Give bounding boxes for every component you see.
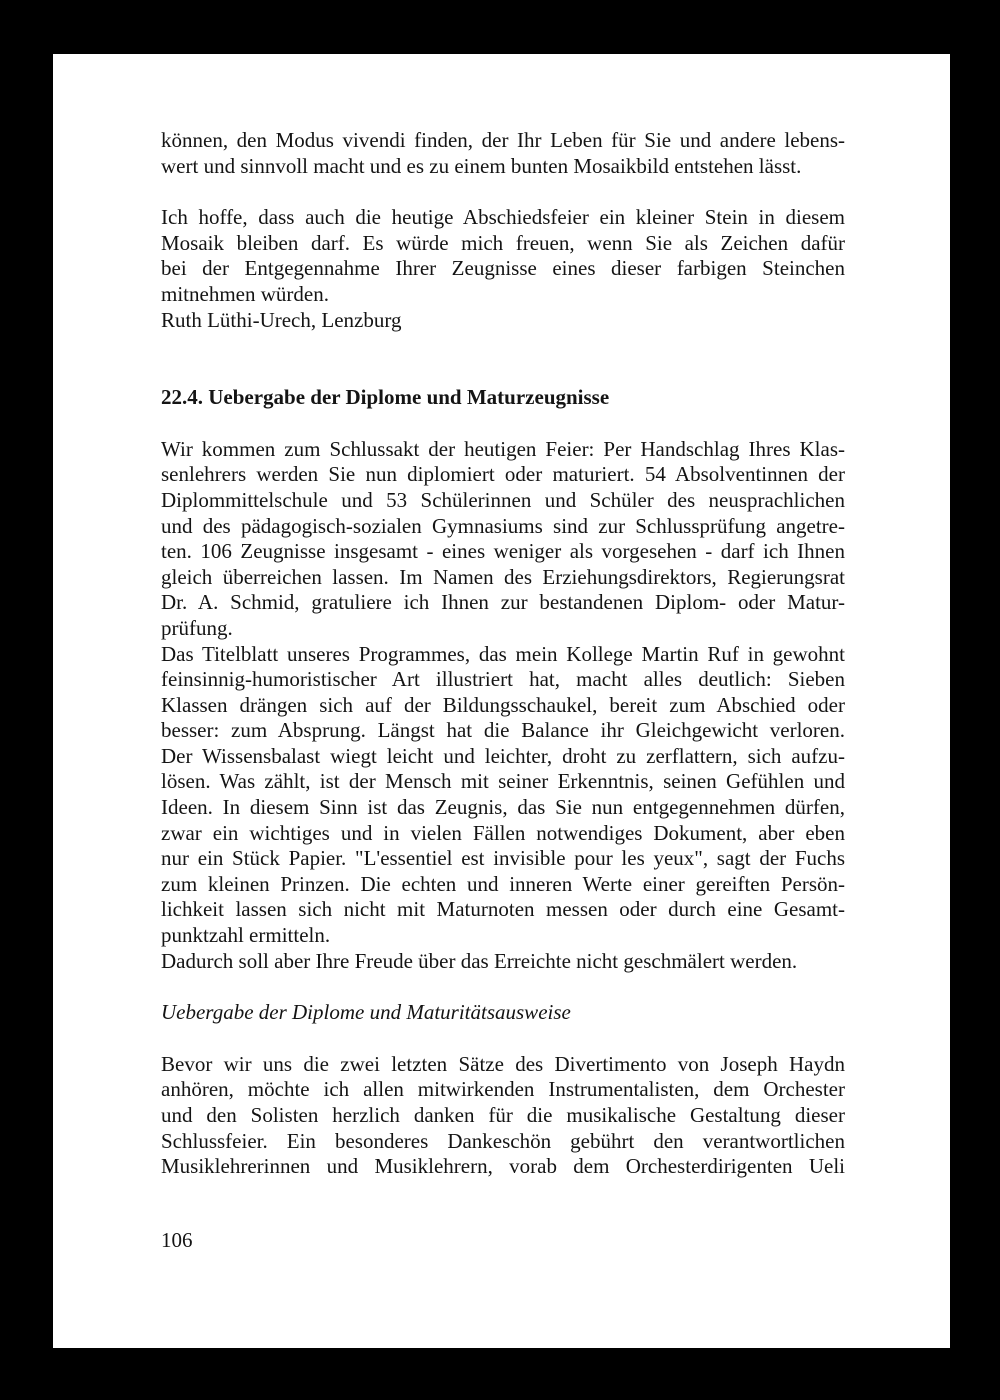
section-heading: 22.4. Uebergabe der Diplome und Maturzeugnisse	[161, 385, 610, 410]
paragraph-thanks	[161, 1052, 845, 1180]
text-line: lösen. Was zählt, ist der Mensch mit seiner Erkenntnis, seinen Gefühlen und	[161, 769, 845, 794]
text-line: und des pädagogisch-sozialen Gymnasiums sind zur Schlussprüfung angetre-	[161, 513, 845, 538]
paragraph-farewell	[161, 205, 845, 333]
text-line: Musiklehrerinnen und Musiklehrern, vorab dem Orchesterdirigenten Ueli	[161, 1154, 845, 1179]
text-line: können, den Modus vivendi finden, der Ihr Leben für Sie und andere lebens-	[161, 128, 845, 152]
text-line: senlehrers werden Sie nun diplomiert oder maturiert. 54 Absolventinnen der	[161, 462, 845, 487]
page-number: 106	[161, 1228, 193, 1252]
paragraph-title-page	[161, 642, 845, 949]
text-line: Dr. A. Schmid, gratuliere ich Ihnen zur bestandenen Diplom- oder Matur-	[161, 590, 845, 615]
text-line: anhören, möchte ich allen mitwirkenden Instrumentalisten, dem Orchester	[161, 1077, 845, 1102]
page-content	[161, 128, 845, 1180]
text-line: punktzahl ermitteln.	[161, 923, 331, 948]
document-page	[53, 54, 950, 1348]
text-line: zum kleinen Prinzen. Die echten und inneren Werte einer gereiften Persön-	[161, 871, 845, 896]
text-line: nur ein Stück Papier. "L'essentiel est invisible pour les yeux", sagt der Fuchs	[161, 846, 845, 871]
text-line: ten. 106 Zeugnisse insgesamt - eines weniger als vorgesehen - darf ich Ihnen	[161, 539, 845, 564]
text-line: feinsinnig-humoristischer Art illustriert hat, macht alles deutlich: Sieben	[161, 667, 845, 692]
text-line: Wir kommen zum Schlussakt der heutigen Feier: Per Handschlag Ihres Klas-	[161, 436, 845, 461]
text-line: lichkeit lassen sich nicht mit Maturnoten messen oder durch eine Gesamt-	[161, 897, 845, 922]
text-line: Diplommittelschule und 53 Schülerinnen und Schüler des neusprachlichen	[161, 487, 845, 512]
text-line: Dadurch soll aber Ihre Freude über das Erreichte nicht geschmälert werden.	[161, 948, 798, 973]
text-line: besser: zum Absprung. Längst hat die Balance ihr Gleichgewicht verloren.	[161, 718, 845, 743]
italic-subheading: Uebergabe der Diplome und Maturitätsausweise	[161, 1000, 571, 1025]
text-line: Ich hoffe, dass auch die heutige Abschiedsfeier ein kleiner Stein in diesem	[161, 205, 845, 230]
text-line: mitnehmen würden.	[161, 281, 329, 306]
paragraph-continuation	[161, 128, 845, 179]
text-line: gleich überreichen lassen. Im Namen des Erziehungsdirektors, Regierungsrat	[161, 564, 845, 589]
text-line: bei der Entgegennahme Ihrer Zeugnisse eines dieser farbigen Steinchen	[161, 256, 845, 281]
text-line: Klassen drängen sich auf der Bildungsschaukel, bereit zum Abschied oder	[161, 692, 845, 717]
paragraph-joy	[161, 949, 845, 975]
paragraph-final-act	[161, 437, 845, 642]
text-line: Schlussfeier. Ein besonderes Dankeschön gebührt den verantwortlichen	[161, 1128, 845, 1153]
author-signature: Ruth Lüthi-Urech, Lenzburg	[161, 307, 402, 332]
text-line: und den Solisten herzlich danken für die musikalische Gestaltung dieser	[161, 1103, 845, 1127]
text-line: Ideen. In diesem Sinn ist das Zeugnis, das Sie nun entgegennehmen dürfen,	[161, 795, 845, 820]
text-line: wert und sinnvoll macht und es zu einem bunten Mosaikbild entstehen lässt.	[161, 153, 802, 178]
text-line: Bevor wir uns die zwei letzten Sätze des Divertimento von Joseph Haydn	[161, 1051, 845, 1076]
text-line: Der Wissensbalast wiegt leicht und leichter, droht zu zerflattern, sich aufzu-	[161, 743, 845, 768]
text-line: Das Titelblatt unseres Programmes, das mein Kollege Martin Ruf in gewohnt	[161, 641, 845, 666]
text-line: zwar ein wichtiges und in vielen Fällen notwendiges Dokument, aber eben	[161, 820, 845, 845]
text-line: prüfung.	[161, 615, 233, 640]
text-line: Mosaik bleiben darf. Es würde mich freuen, wenn Sie als Zeichen dafür	[161, 230, 845, 255]
